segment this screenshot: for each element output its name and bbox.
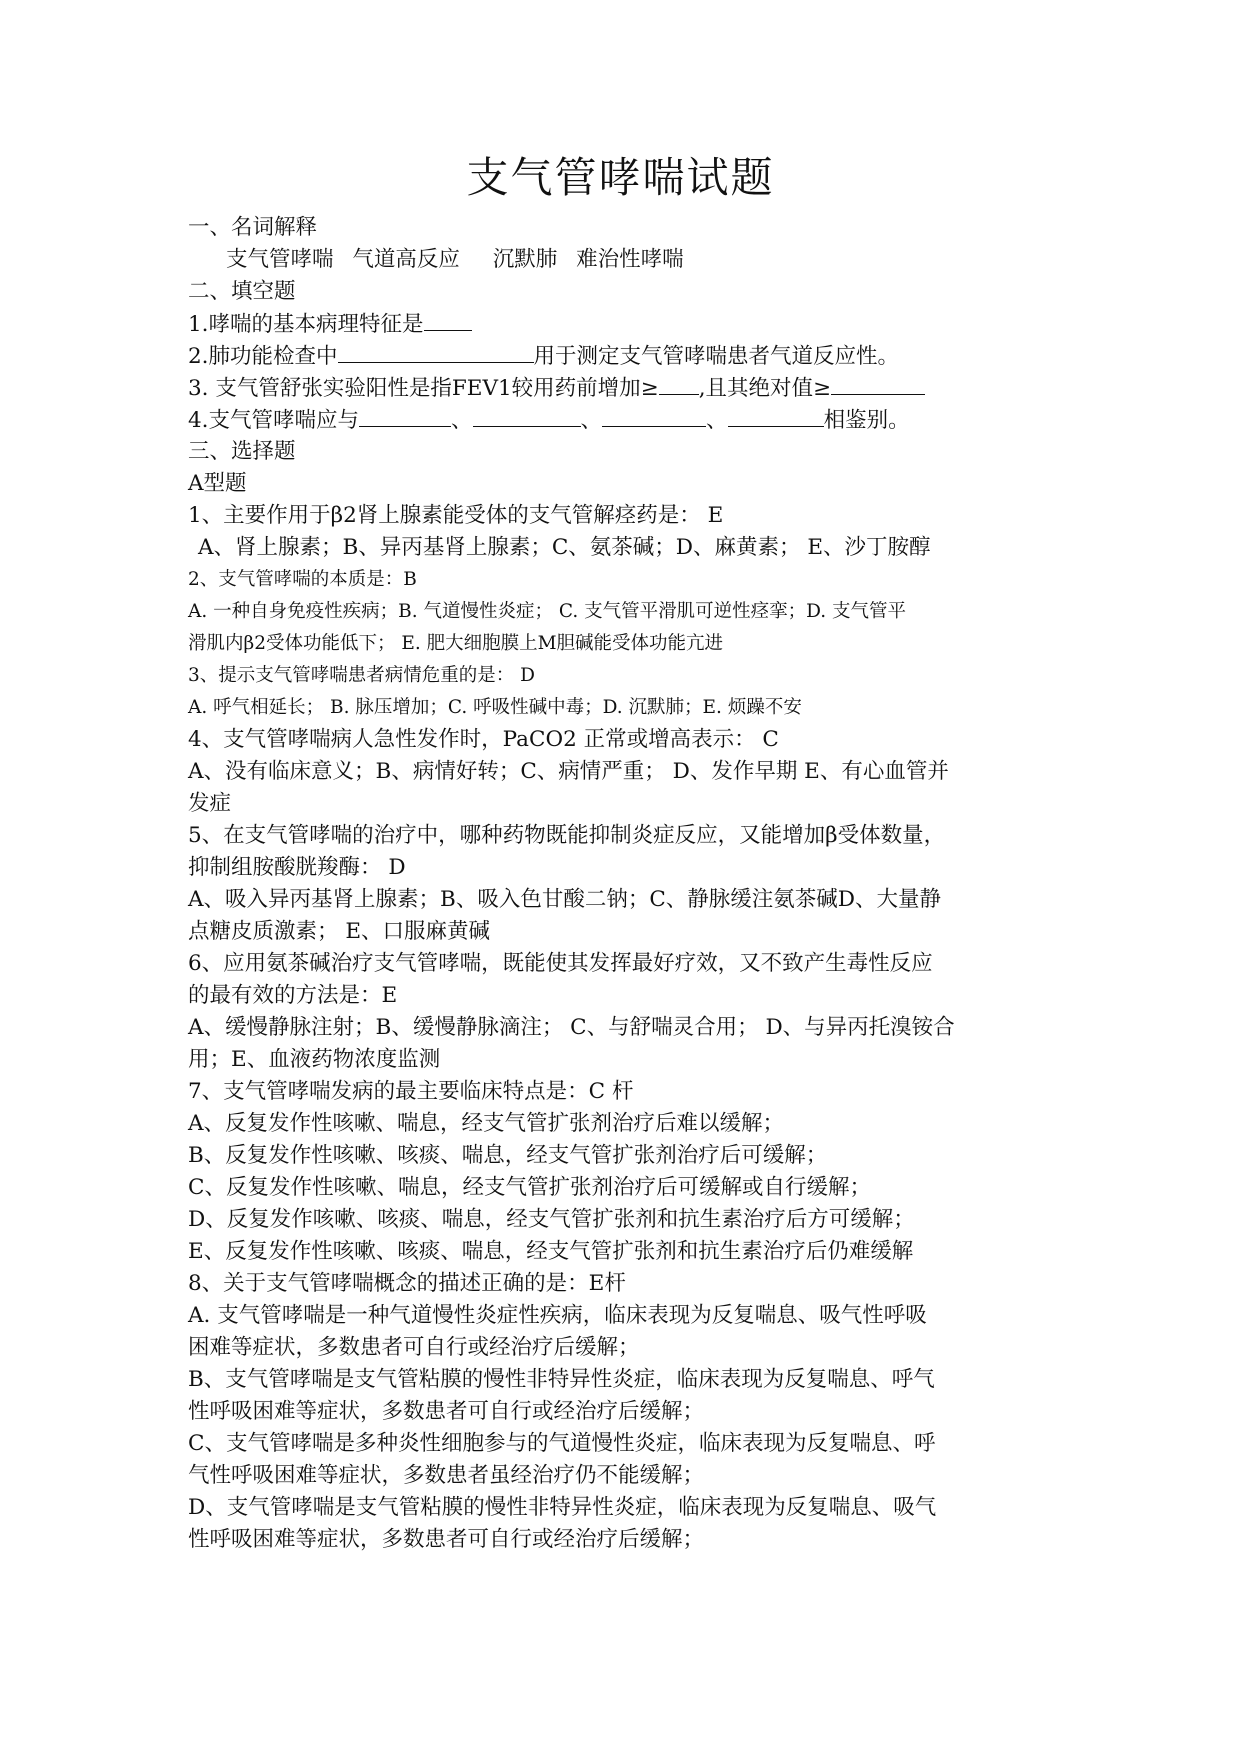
terms-line — [188, 244, 1068, 276]
question-options: A. 一种自身免疫性疾病；B. 气道慢性炎症； C. 支气管平滑肌可逆性痉挛；D. 支气管平 — [188, 601, 907, 622]
question-options: E、反复发作性咳嗽、咳痰、喘息，经支气管扩张剂和抗生素治疗后仍难缓解 — [188, 1239, 914, 1264]
fill-question-4 — [188, 404, 1068, 436]
fill-text: 3. 支气管舒张实验阳性是指FEV1较用药前增加≥ — [188, 376, 659, 401]
question-stem: 6、应用氨茶碱治疗支气管哮喘，既能使其发挥最好疗效，又不致产生毒性反应 — [188, 951, 933, 976]
separator: 、 — [580, 408, 603, 433]
question-options: A. 呼气相延长； B. 脉压增加；C. 呼吸性碱中毒；D. 沉默肺；E. 烦躁不安 — [188, 697, 802, 718]
question-options: 性呼吸困难等症状，多数患者可自行或经治疗后缓解； — [188, 1527, 705, 1552]
question-options: 点糖皮质激素； E、口服麻黄碱 — [188, 919, 491, 944]
answer-blank — [473, 404, 581, 427]
fill-text: ,且其绝对值≥ — [698, 376, 832, 401]
fill-text: 2.肺功能检查中 — [188, 344, 338, 369]
answer-blank — [338, 340, 534, 363]
question-stem: 的最有效的方法是：E — [188, 983, 398, 1008]
question-options: 困难等症状，多数患者可自行或经治疗后缓解； — [188, 1335, 640, 1360]
fill-question-1 — [188, 308, 1068, 340]
section-heading-fill-blank: 二、填空题 — [188, 279, 296, 304]
fill-question-3 — [188, 372, 1068, 404]
question-stem: 8、关于支气管哮喘概念的描述正确的是：E杆 — [188, 1271, 626, 1296]
question-options: D、支气管哮喘是支气管粘膜的慢性非特异性炎症，临床表现为反复喘息、吸气 — [188, 1495, 937, 1520]
fill-question-2 — [188, 340, 1068, 372]
question-stem: 抑制组胺酸胱羧酶： D — [188, 855, 406, 880]
question-stem: 3、提示支气管哮喘患者病情危重的是： D — [188, 665, 535, 686]
question-options: A、缓慢静脉注射；B、缓慢静脉滴注； C、与舒喘灵合用； D、与异丙托溴铵合 — [188, 1015, 955, 1040]
question-options: B、支气管哮喘是支气管粘膜的慢性非特异性炎症，临床表现为反复喘息、呼气 — [188, 1367, 935, 1392]
answer-blank — [602, 404, 706, 427]
question-options: A、肾上腺素；B、异丙基肾上腺素；C、氨茶碱；D、麻黄素； E、沙丁胺醇 — [198, 535, 931, 560]
fill-text: 1.哮喘的基本病理特征是 — [188, 312, 424, 337]
question-stem: 5、在支气管哮喘的治疗中，哪种药物既能抑制炎症反应，又能增加β受体数量， — [188, 823, 946, 848]
question-options: A、没有临床意义；B、病情好转；C、病情严重； D、发作早期 E、有心血管并 — [188, 759, 949, 784]
fill-text: 4.支气管哮喘应与 — [188, 408, 360, 433]
answer-blank — [728, 404, 824, 427]
fill-text: 用于测定支气管哮喘患者气道反应性。 — [533, 344, 900, 369]
fill-text: 相鉴别。 — [823, 408, 910, 433]
question-options: A、吸入异丙基肾上腺素；B、吸入色甘酸二钠；C、静脉缓注氨茶碱D、大量静 — [188, 887, 942, 912]
question-options: A. 支气管哮喘是一种气道慢性炎症性疾病，临床表现为反复喘息、吸气性呼吸 — [188, 1303, 927, 1328]
section-heading-definitions: 一、名词解释 — [188, 215, 318, 240]
question-options: B、反复发作性咳嗽、咳痰、喘息，经支气管扩张剂治疗后可缓解； — [188, 1143, 828, 1168]
term: 沉默肺 — [492, 247, 558, 272]
section-heading-choice: 三、选择题 — [188, 439, 296, 464]
term: 气道高反应 — [352, 247, 460, 272]
question-options: 发症 — [188, 791, 232, 816]
separator: 、 — [451, 408, 473, 433]
answer-blank — [659, 372, 699, 395]
question-options: 性呼吸困难等症状，多数患者可自行或经治疗后缓解； — [188, 1399, 705, 1424]
question-type-label: A型题 — [188, 471, 247, 496]
question-options: 气性呼吸困难等症状，多数患者虽经治疗仍不能缓解； — [188, 1463, 705, 1488]
question-options: 用；E、血液药物浓度监测 — [188, 1047, 441, 1072]
question-stem: 7、支气管哮喘发病的最主要临床特点是：C 杆 — [188, 1079, 634, 1104]
term: 支气管哮喘 — [226, 247, 334, 272]
answer-blank — [831, 372, 925, 395]
term: 难治性哮喘 — [576, 247, 684, 272]
answer-blank — [359, 404, 451, 427]
question-options: D、反复发作咳嗽、咳痰、喘息，经支气管扩张剂和抗生素治疗后方可缓解； — [188, 1207, 915, 1232]
answer-blank — [424, 308, 472, 331]
question-options: C、支气管哮喘是多种炎性细胞参与的气道慢性炎症，临床表现为反复喘息、呼 — [188, 1431, 936, 1456]
question-stem: 2、支气管哮喘的本质是：B — [188, 569, 417, 590]
content-body — [188, 212, 1068, 1556]
page-title: 支气管哮喘试题 — [466, 153, 775, 202]
question-stem: 1、主要作用于β2肾上腺素能受体的支气管解痉药是： E — [188, 503, 724, 528]
question-stem: 4、支气管哮喘病人急性发作时，PaCO2 正常或增高表示： C — [188, 727, 779, 752]
question-options: 滑肌内β2受体功能低下； E. 肥大细胞膜上M胆碱能受体功能亢进 — [188, 633, 724, 654]
question-options: C、反复发作性咳嗽、喘息，经支气管扩张剂治疗后可缓解或自行缓解； — [188, 1175, 871, 1200]
question-options: A、反复发作性咳嗽、喘息，经支气管扩张剂治疗后难以缓解； — [188, 1111, 785, 1136]
separator: 、 — [706, 408, 728, 433]
